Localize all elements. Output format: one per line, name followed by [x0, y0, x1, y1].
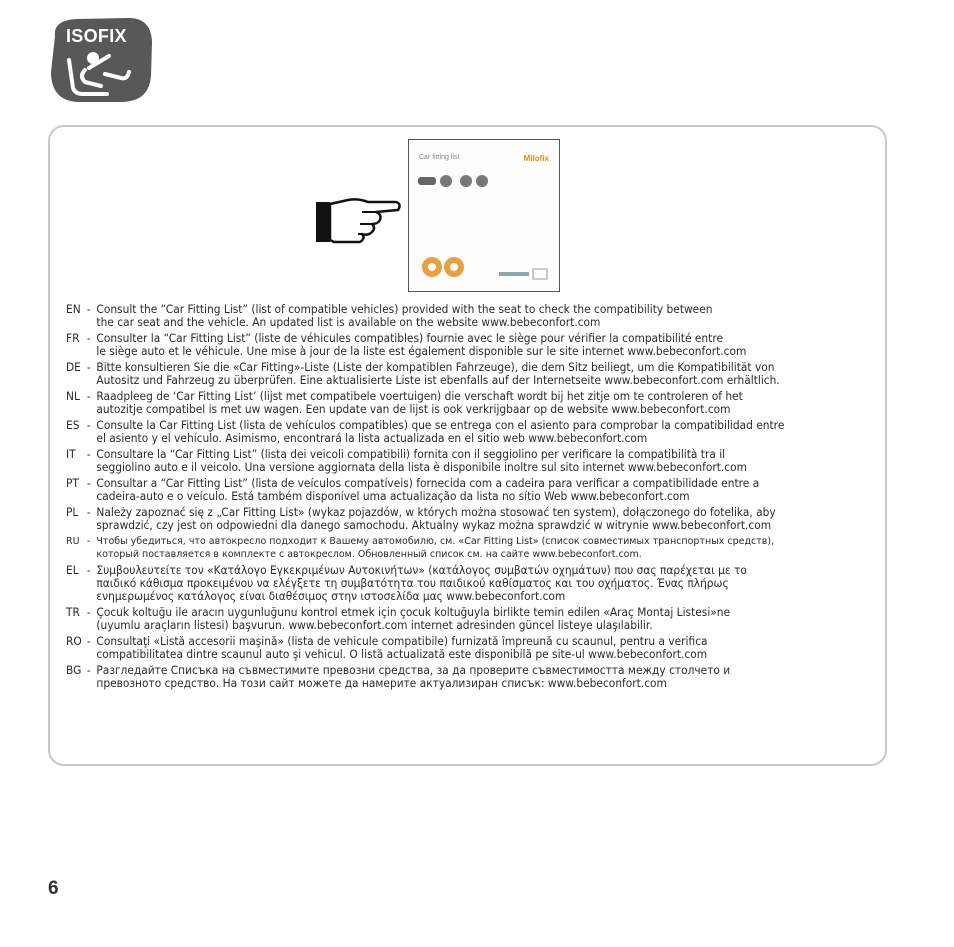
instruction-entry — [66, 477, 845, 503]
language-code: PL — [66, 506, 79, 519]
language-code: ES — [66, 419, 80, 432]
instruction-text: Raadpleeg de ‘Car Fitting List’ (lijst met compatibele voertuigen) die verschaft wordt bij het zitje om te controleren of het autozitje compatibel is met uw wagen. Een update van de lijst is ook verkrijgbaar op de website www.bebeconfort.com — [96, 390, 743, 416]
language-code: RO — [66, 635, 82, 648]
instruction-text: Συμβουλευτείτε τον «Κατάλογο Εγκεκριμένων Αυτοκινήτων» (κατάλογος συμβατών οχημάτων) που σας παρέχεται με το παιδικό κάθισμα προκειμένου να ελέγξετε τη συμβατότητα του παιδικού καθίσματος και του οχήματος. Ένας πλήρως ενημερωμένος κατάλογος είναι διαθέσιμος στην ιστοσελίδα μας www.bebeconfort.com — [96, 564, 747, 603]
instruction-text: Consult the “Car Fitting List” (list of compatible vehicles) provided with the seat to check the compatibility between the car seat and the vehicle. An updated list is available on the website www.bebeconfort.com — [96, 303, 713, 329]
entry-dash: - — [86, 536, 91, 547]
language-code: DE — [66, 361, 81, 374]
page-number: 6 — [48, 878, 59, 899]
instruction-list — [66, 303, 845, 693]
entry-dash: - — [86, 390, 91, 403]
language-code: RU — [66, 536, 80, 547]
booklet-brand: Milofix — [523, 154, 549, 163]
entry-dash: - — [86, 664, 91, 677]
entry-dash: - — [86, 303, 91, 316]
language-code: EN — [66, 303, 81, 316]
instruction-entry — [66, 332, 845, 358]
instruction-entry — [66, 361, 845, 387]
entry-dash: - — [86, 448, 91, 461]
entry-dash: - — [86, 332, 91, 345]
instruction-entry — [66, 506, 845, 532]
language-code: BG — [66, 664, 82, 677]
entry-dash: - — [86, 635, 91, 648]
pointing-hand-icon — [314, 194, 402, 246]
instruction-text: Consulter la “Car Fitting List” (liste de véhicules compatibles) fournie avec le siège pour vérifier la compatibilité entre le siège auto et le véhicule. Une mise à jour de la liste est également disponible sur le site internet www.bebeconfort.com — [96, 332, 747, 358]
instruction-entry — [66, 448, 845, 474]
booklet-title: Car fitting list — [419, 154, 460, 161]
instruction-text: Разгледайте Списъка на съвместимите превозни средства, за да проверите съвместимостта между столчето и превозното средство. На този сайт можете да намерите актуализиран списък: www.bebeconfort.com — [96, 664, 731, 690]
language-code: FR — [66, 332, 80, 345]
vehicle-icon — [416, 171, 496, 189]
instruction-text: Consulte la Car Fitting List (lista de vehículos compatibles) que se entrega con el asiento para comprobar la compatibilidad entre el asiento y el vehículo. Asimismo, encontrará la lista actualizada en el sitio web www.bebeconfort.com — [96, 419, 785, 445]
instruction-text: Należy zapoznać się z „Car Fitting List» (wykaz pojazdów, w których można stosować ten system), dołączonego do fotelika, aby sprawdzić, czy jest on odpowiedni dla danego samochodu. Aktualny wykaz można sprawdzić w witrynie www.bebeconfort.com — [96, 506, 776, 532]
instruction-entry — [66, 535, 845, 561]
instruction-entry — [66, 390, 845, 416]
language-code: TR — [66, 606, 80, 619]
brand-logo-icon — [499, 267, 549, 281]
instruction-text: Bitte konsultieren Sie die «Car Fitting»-Liste (Liste der kompatiblen Fahrzeuge), die dem Sitz beiliegt, um die Kompatibilität von Autositz und Fahrzeug zu überprüfen. Eine aktualisierte Liste ist ebenfalls auf der Internetseite www.bebeconfort.com erhältlich. — [96, 361, 780, 387]
instruction-entry — [66, 564, 845, 603]
entry-dash: - — [86, 506, 91, 519]
entry-dash: - — [86, 477, 91, 490]
entry-dash: - — [86, 606, 91, 619]
entry-dash: - — [86, 361, 91, 374]
entry-dash: - — [86, 419, 91, 432]
instruction-entry — [66, 606, 845, 632]
child-seat-icon — [421, 254, 467, 280]
language-code: EL — [66, 564, 79, 577]
language-code: PT — [66, 477, 79, 490]
instruction-entry — [66, 664, 845, 690]
instruction-text: Consultaţi «Listă accesorii maşină» (lista de vehicule compatibile) furnizată împreună cu scaunul, pentru a verifica compatibilitatea dintre scaunul auto şi vehicul. O listă actualizată este disponibilă pe site-ul www.bebeconfort.com — [96, 635, 708, 661]
isofix-label: ISOFIX — [66, 26, 127, 46]
car-fitting-list-booklet — [408, 139, 560, 292]
language-code: IT — [66, 448, 76, 461]
instruction-text: Çocuk koltuğu ile aracın uygunluğunu kontrol etmek için çocuk koltuğuyla birlikte temin edilen «Araç Montaj Listesi»ne (uyumlu araçların listesi) başvurun. www.bebeconfort.com internet adresinden güncel listeye ulaşılabilir. — [96, 606, 731, 632]
instruction-text: Consultare la “Car Fitting List” (lista dei veicoli compatibili) fornita con il seggiolino per verificare la compatibilità tra il seggiolino auto e il veicolo. Una versione aggiornata della lista è disponibile inoltre sul sito internet www.bebeconfort.com — [96, 448, 747, 474]
instruction-entry — [66, 419, 845, 445]
language-code: NL — [66, 390, 80, 403]
instruction-text: Consultar a “Car Fitting List” (lista de veículos compatíveis) fornecida com a cadeira para verificar a compatibilidade entre a cadeira-auto e o veículo. Está também disponível uma actualização da lista no sítio Web www.bebeconfort.com — [96, 477, 760, 503]
instruction-entry — [66, 303, 845, 329]
entry-dash: - — [86, 564, 91, 577]
instruction-text: Чтобы убедиться, что автокресло подходит к Вашему автомобилю, см. «Car Fitting List» (список совместимых транспортных средств), который поставляется в комплекте с автокреслом. Обновленный список см. на сайте www.bebeconfort.com. — [96, 536, 775, 560]
instruction-entry — [66, 635, 845, 661]
